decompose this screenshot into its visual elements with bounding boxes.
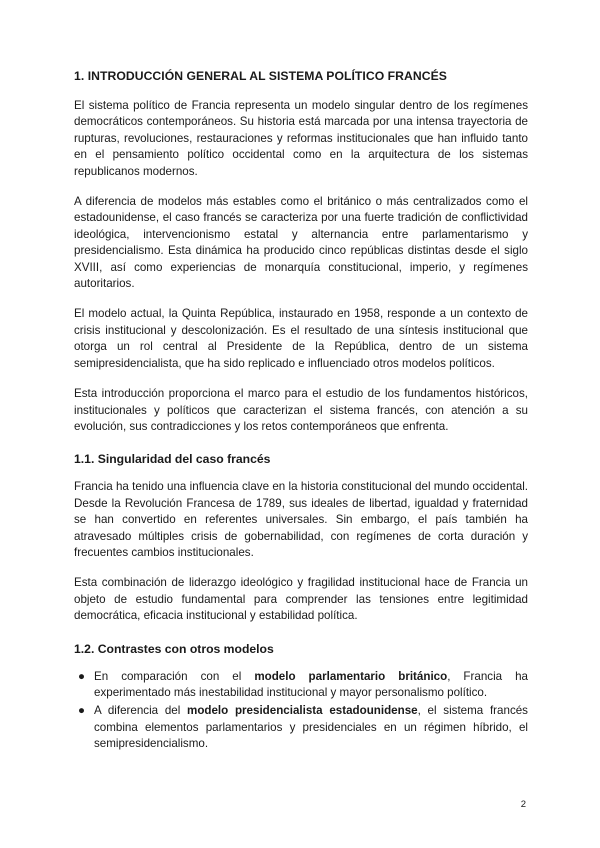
section-1-paragraph-1: Francia ha tenido una influencia clave en la historia constitucional del mundo occidental. Desde la Revolución Francesa de 1789, sus ideales de libertad, igualdad y fraternidad se han convertido en referentes universales. Sin embargo, el país también ha atravesado múltiples crisis de gobernabilidad, con regímenes de corta duración y frecuentes cambios institucionales. (74, 480, 528, 559)
section-1-paragraph-2: Esta combinación de liderazgo ideológico y fragilidad institucional hace de Francia un objeto de estudio fundamental para comprender las tensiones entre legitimidad democrática, eficacia institucional y estabilidad política. (74, 576, 528, 623)
intro-paragraph-4: Esta introducción proporciona el marco para el estudio de los fundamentos históricos, institucionales y políticos que caracterizan el sistema francés, con atención a su evolución, sus contradicciones y los retos contemporáneos que enfrenta. (74, 387, 528, 433)
intro-paragraph-1: El sistema político de Francia representa un modelo singular dentro de los regímenes democráticos contemporáneos. Su historia está marcada por una intensa trayectoria de rupturas, revoluciones, restauraciones y reformas institucionales que han influido tanto en el pensamiento político occidental como en la arquitectura de los sistemas republicanos modernos. (74, 99, 528, 178)
bullet-text-after: , Francia ha experimentado más inestabilidad institucional y mayor personalismo político. (94, 669, 528, 699)
bullet-text-bold: modelo presidencialista estadounidense (187, 704, 418, 718)
intro-paragraph-3: El modelo actual, la Quinta República, instaurado en 1958, responde a un contexto de crisis institucional y descolonización. Es el resultado de una síntesis institucional que otorga un rol central al Presidente de la República, dentro de un sistema semipresidencialista, que ha sido replicado e influenciado otros modelos políticos. (74, 307, 528, 370)
page-content (74, 68, 528, 755)
bullet-text-before: En comparación con el (94, 669, 255, 683)
bullet-text-after: , el sistema francés combina elementos parlamentarios y presidenciales en un régimen híbrido, el semipresidencialismo. (94, 704, 528, 751)
page-number: 2 (520, 799, 526, 810)
section-1-title: 1.1. Singularidad del caso francés (74, 452, 271, 467)
bullet-list (74, 669, 528, 753)
main-heading: 1. INTRODUCCIÓN GENERAL AL SISTEMA POLÍTICO FRANCÉS (74, 69, 447, 83)
bullet-icon: ● (78, 669, 86, 683)
bullet-icon: ● (78, 704, 86, 718)
list-item (74, 669, 528, 702)
section-2-title: 1.2. Contrastes con otros modelos (74, 641, 274, 656)
list-item (74, 703, 528, 752)
bullet-text-before: A diferencia del (94, 704, 188, 718)
intro-paragraph-2: A diferencia de modelos más estables como el británico o más centralizados como el estadounidense, el caso francés se caracteriza por una fuerte tradición de conflictividad ideológica, intervencionismo estatal y alternancia entre parlamentarismo y presidencialismo. Esta dinámica ha producido cinco repúblicas distintas desde el siglo XVIII, así como experiencias de monarquía constitucional, imperio, y regímenes autoritarios. (74, 195, 528, 291)
bullet-text-bold: modelo parlamentario británico (254, 669, 448, 683)
